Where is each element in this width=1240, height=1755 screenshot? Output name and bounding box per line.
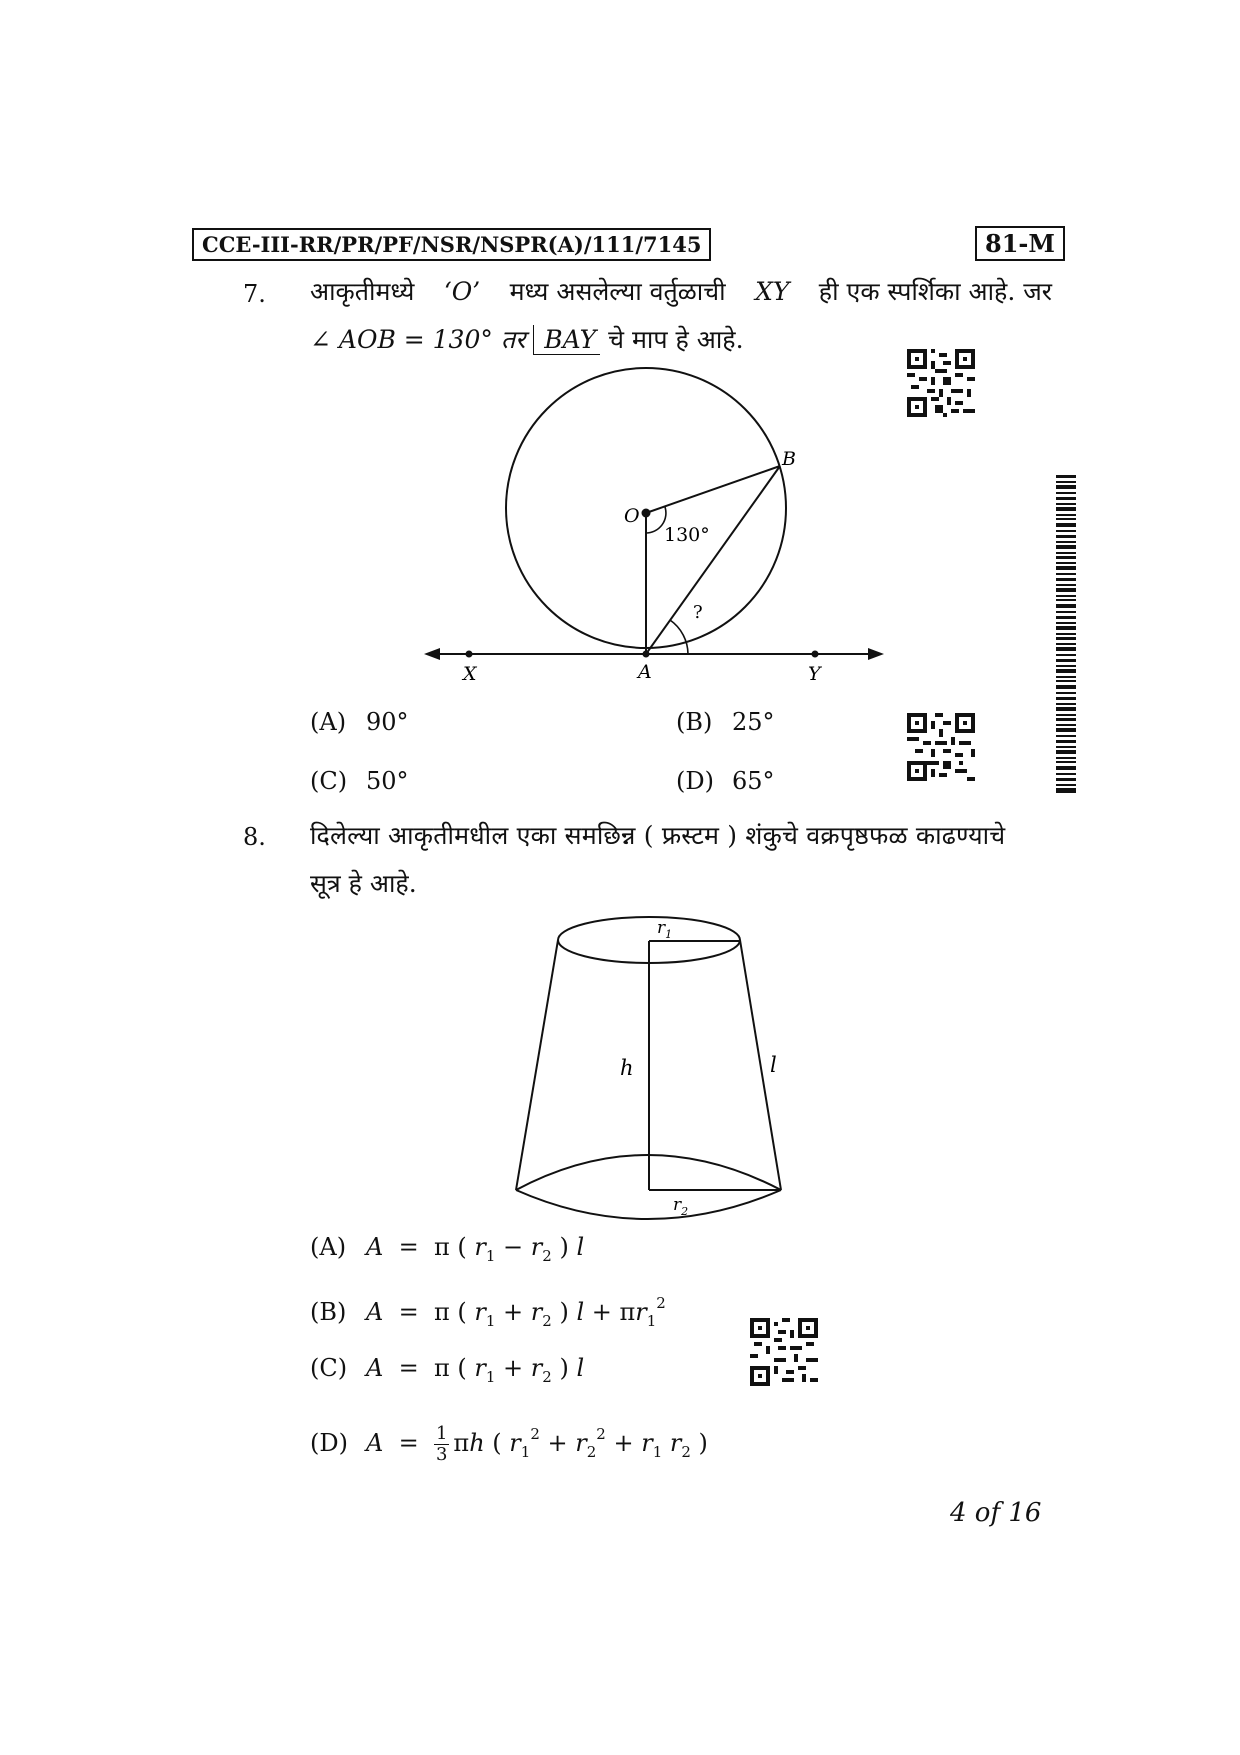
label-y: Y xyxy=(808,663,821,685)
chord-ab xyxy=(646,466,780,654)
option-value: 65° xyxy=(732,767,775,795)
label-h: h xyxy=(620,1056,634,1080)
q7-option-d[interactable] xyxy=(676,767,775,795)
q8-option-a[interactable] xyxy=(310,1233,584,1265)
q8-option-c[interactable] xyxy=(310,1354,584,1386)
arrow-right-icon xyxy=(868,648,884,660)
option-value: 25° xyxy=(732,708,775,736)
frustum-bottom-front-arc xyxy=(516,1190,781,1219)
label-o: O xyxy=(624,505,640,527)
point-y xyxy=(812,651,819,658)
label-l: l xyxy=(770,1053,777,1077)
q7-option-c[interactable] xyxy=(310,767,409,795)
q7-center-label: ‘O’ xyxy=(443,277,481,306)
radius-ob xyxy=(646,466,780,513)
option-label: (C) xyxy=(310,1354,348,1382)
center-point xyxy=(642,509,651,518)
q7-option-b[interactable] xyxy=(676,708,775,736)
q7-text-part: मध्य असलेल्या वर्तुळाची xyxy=(509,277,726,306)
option-label: (C) xyxy=(310,767,348,795)
q7-text-part: ही एक स्पर्शिका आहे. जर xyxy=(818,277,1052,306)
option-value: 90° xyxy=(366,708,409,736)
question-7-line-1 xyxy=(310,268,1052,316)
q7-given-angle: ∠ AOB = 130° तर xyxy=(310,325,526,354)
question-8-line-2: सूत्र हे आहे. xyxy=(310,869,417,898)
point-x xyxy=(466,651,473,658)
frustum-figure xyxy=(500,905,800,1225)
fraction-one-third: $\frac{1}{3}$ xyxy=(435,1423,448,1465)
option-label: (D) xyxy=(676,767,714,795)
label-x: X xyxy=(463,663,477,685)
q7-text-part: चे माप हे आहे. xyxy=(608,325,744,354)
angle-bay-arc xyxy=(670,620,688,654)
point-a xyxy=(643,651,650,658)
label-unknown-angle: ? xyxy=(693,602,703,623)
question-7-number: 7. xyxy=(243,280,266,308)
label-angle-130: 130° xyxy=(664,524,710,546)
label-a: A xyxy=(638,661,652,683)
question-8-number: 8. xyxy=(243,823,266,851)
qr-code-icon xyxy=(907,349,975,417)
option-label: (A) xyxy=(310,708,347,736)
q7-angle-symbol: BAY xyxy=(533,325,600,355)
arrow-left-icon xyxy=(424,648,440,660)
formula-a: A = π ( $r_1 - r_2$ ) l xyxy=(366,1233,585,1265)
option-label: (D) xyxy=(310,1429,348,1457)
exam-code: CCE-III-RR/PR/PF/NSR/NSPR(A)/111/7145 xyxy=(192,228,711,261)
option-label: (B) xyxy=(676,708,713,736)
q7-option-a[interactable] xyxy=(310,708,409,736)
qr-code-icon xyxy=(907,713,975,781)
frustum-left-side xyxy=(516,940,558,1190)
page-number: 4 of 16 xyxy=(950,1498,1042,1528)
barcode-icon xyxy=(1056,475,1076,793)
question-8-text xyxy=(310,812,1052,908)
option-value: 50° xyxy=(366,767,409,795)
label-r2: $r_2$ xyxy=(673,1195,689,1218)
question-8-line-1: दिलेल्या आकृतीमधील एका समछिन्न ( फ्रस्टम ) शंकुचे वक्रपृष्ठफळ काढण्याचे xyxy=(310,821,1006,850)
circle-tangent-figure xyxy=(420,365,890,685)
formula-b: A = π ( $r_1 + r_2$ ) $l + \pi r_1^2$ xyxy=(366,1294,666,1330)
q7-text-part: आकृतीमध्ये xyxy=(310,277,415,306)
paper-code: 81-M xyxy=(975,226,1065,261)
q7-tangent-label: XY xyxy=(755,277,790,306)
option-label: (B) xyxy=(310,1298,347,1326)
q8-option-d[interactable] xyxy=(310,1424,708,1465)
label-b: B xyxy=(782,448,796,470)
formula-c: A = π ( $r_1 + r_2$ ) l xyxy=(366,1354,585,1386)
qr-code-icon xyxy=(750,1318,818,1386)
label-r1: $r_1$ xyxy=(657,918,673,941)
formula-d: A = $\frac{1}{3}$ πh ( $r_1^2 + r_2^2 + r_1$ $r_2$ ) xyxy=(366,1423,708,1465)
option-label: (A) xyxy=(310,1233,347,1261)
q8-option-b[interactable] xyxy=(310,1294,666,1330)
